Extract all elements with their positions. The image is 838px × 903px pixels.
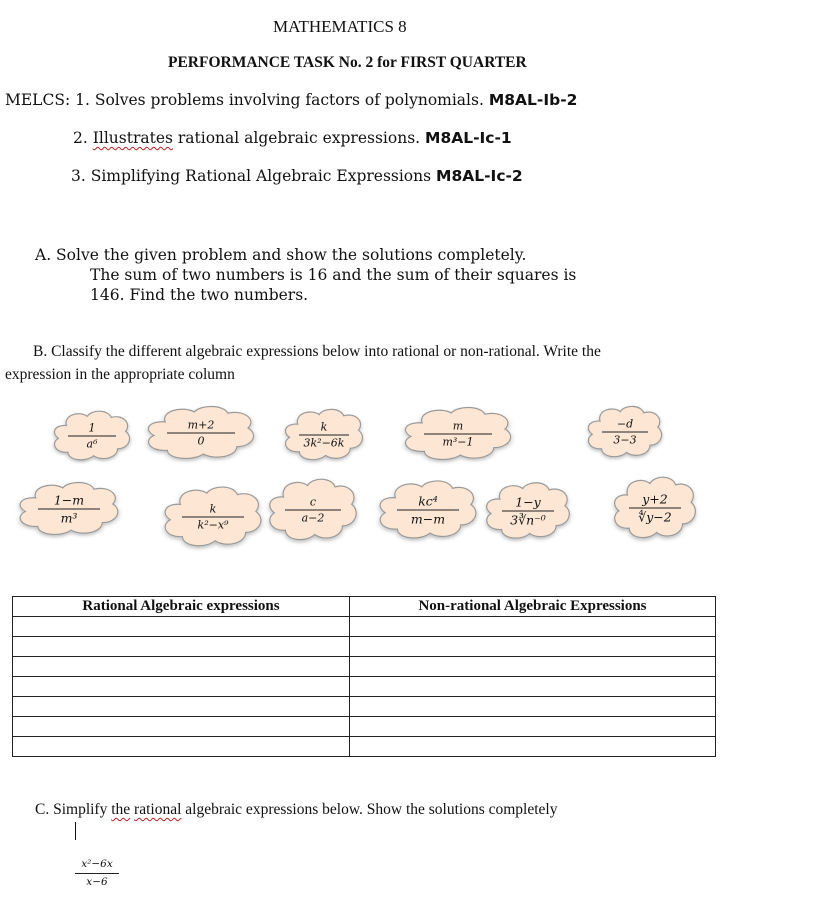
- non-rational-cell[interactable]: [350, 637, 716, 657]
- rational-cell[interactable]: [13, 677, 350, 697]
- rational-cell[interactable]: [13, 617, 350, 637]
- non-rational-cell[interactable]: [350, 677, 716, 697]
- column-header-non-rational: Non-rational Algebraic Expressions: [350, 597, 716, 617]
- section-a-problem-line-2: 146. Find the two numbers.: [90, 286, 309, 304]
- cloud-7-denominator: k²−x⁹: [197, 518, 229, 532]
- cloud-1-numerator: 1: [88, 421, 96, 435]
- non-rational-cell[interactable]: [350, 657, 716, 677]
- expression-cloud-5: [586, 402, 664, 462]
- cloud-5-denominator: 3−3: [613, 433, 637, 447]
- cloud-11-numerator: y+2: [642, 491, 668, 507]
- table-row: [13, 657, 716, 677]
- cloud-2-denominator: 0: [197, 434, 205, 448]
- expression-numerator: x²−6x: [81, 858, 113, 870]
- melc-code-2: M8AL-Ic-1: [425, 129, 512, 147]
- rational-cell[interactable]: [13, 717, 350, 737]
- melc-item-2: [73, 129, 512, 147]
- melc-item-3: [71, 167, 523, 185]
- section-c-spellcheck-word-1: the: [111, 801, 131, 818]
- table-row: [13, 637, 716, 657]
- cloud-9-denominator: m−m: [410, 511, 446, 527]
- cloud-11-denominator: ∜y−2: [638, 509, 672, 525]
- section-c-spellcheck-word-2: rational: [134, 801, 182, 818]
- table-row: [13, 697, 716, 717]
- cloud-10-numerator: 1−y: [515, 494, 541, 510]
- rational-cell[interactable]: [13, 737, 350, 757]
- cloud-6-denominator: m³: [60, 510, 78, 526]
- cloud-6-numerator: 1−m: [53, 492, 85, 508]
- document-subtitle: PERFORMANCE TASK No. 2 for FIRST QUARTER: [168, 54, 527, 71]
- column-header-rational: Rational Algebraic expressions: [13, 597, 350, 617]
- table-row: [13, 677, 716, 697]
- cloud-4-denominator: m³−1: [442, 435, 474, 449]
- table-row: [13, 717, 716, 737]
- rational-cell[interactable]: [13, 697, 350, 717]
- document-title: MATHEMATICS 8: [273, 17, 407, 36]
- classification-table: [12, 596, 716, 757]
- cloud-5-numerator: −d: [616, 417, 634, 431]
- section-a-problem-line-1: The sum of two numbers is 16 and the sum of their squares is: [90, 266, 577, 284]
- table-row: [13, 737, 716, 757]
- melc-item-2-num: 2.: [73, 129, 88, 147]
- simplify-expression-1: [75, 858, 119, 889]
- table-row: [13, 617, 716, 637]
- expression-cloud-2: [145, 402, 257, 464]
- melc-item-1-text: MELCS: 1. Solves problems involving factors of polynomials.: [5, 91, 484, 109]
- rational-cell[interactable]: [13, 637, 350, 657]
- section-a-instruction: A. Solve the given problem and show the solutions completely.: [35, 246, 527, 264]
- melc-code-3: M8AL-Ic-2: [436, 167, 523, 185]
- expression-cloud-11: [612, 472, 698, 544]
- expression-denominator: x−6: [86, 876, 108, 888]
- cloud-1-denominator: a⁶: [86, 437, 98, 451]
- expression-cloud-9: [377, 476, 479, 544]
- non-rational-cell[interactable]: [350, 697, 716, 717]
- expression-cloud-3: [283, 405, 365, 465]
- section-c-instruction: [35, 801, 557, 819]
- non-rational-cell[interactable]: [350, 617, 716, 637]
- cloud-7-numerator: k: [209, 502, 217, 516]
- cloud-8-numerator: c: [309, 495, 317, 509]
- melc-item-3-text: 3. Simplifying Rational Algebraic Expressions: [71, 167, 432, 185]
- cloud-2-numerator: m+2: [187, 418, 215, 432]
- section-c-text-prefix: C. Simplify: [35, 801, 108, 818]
- melc-item-2-text: rational algebraic expressions.: [177, 129, 421, 147]
- cloud-3-denominator: 3k²−6k: [303, 436, 345, 450]
- text-cursor: [75, 822, 76, 840]
- section-c-text-suffix: algebraic expressions below. Show the solutions completely: [185, 801, 558, 818]
- non-rational-cell[interactable]: [350, 737, 716, 757]
- expression-cloud-8: [267, 474, 359, 546]
- melc-item-1: [5, 91, 577, 109]
- cloud-10-denominator: 3∛n⁻⁰: [510, 512, 546, 528]
- section-b-instruction-line-1: B. Classify the different algebraic expressions below into rational or non-rational. Write the: [33, 343, 601, 360]
- melc-code-1: M8AL-Ib-2: [488, 91, 578, 109]
- cloud-9-numerator: kc⁴: [418, 493, 438, 509]
- cloud-4-numerator: m: [452, 419, 464, 433]
- non-rational-cell[interactable]: [350, 717, 716, 737]
- cloud-8-denominator: a−2: [301, 511, 325, 525]
- melc-item-2-spellcheck-word: Illustrates: [92, 129, 173, 147]
- expression-cloud-10: [484, 478, 572, 544]
- expression-cloud-4: [402, 403, 514, 465]
- expression-cloud-1: [52, 407, 132, 465]
- expression-cloud-7: [162, 482, 264, 552]
- section-b-instruction-line-2: expression in the appropriate column: [5, 366, 235, 383]
- rational-cell[interactable]: [13, 657, 350, 677]
- cloud-3-numerator: k: [320, 420, 328, 434]
- expression-cloud-6: [17, 478, 121, 540]
